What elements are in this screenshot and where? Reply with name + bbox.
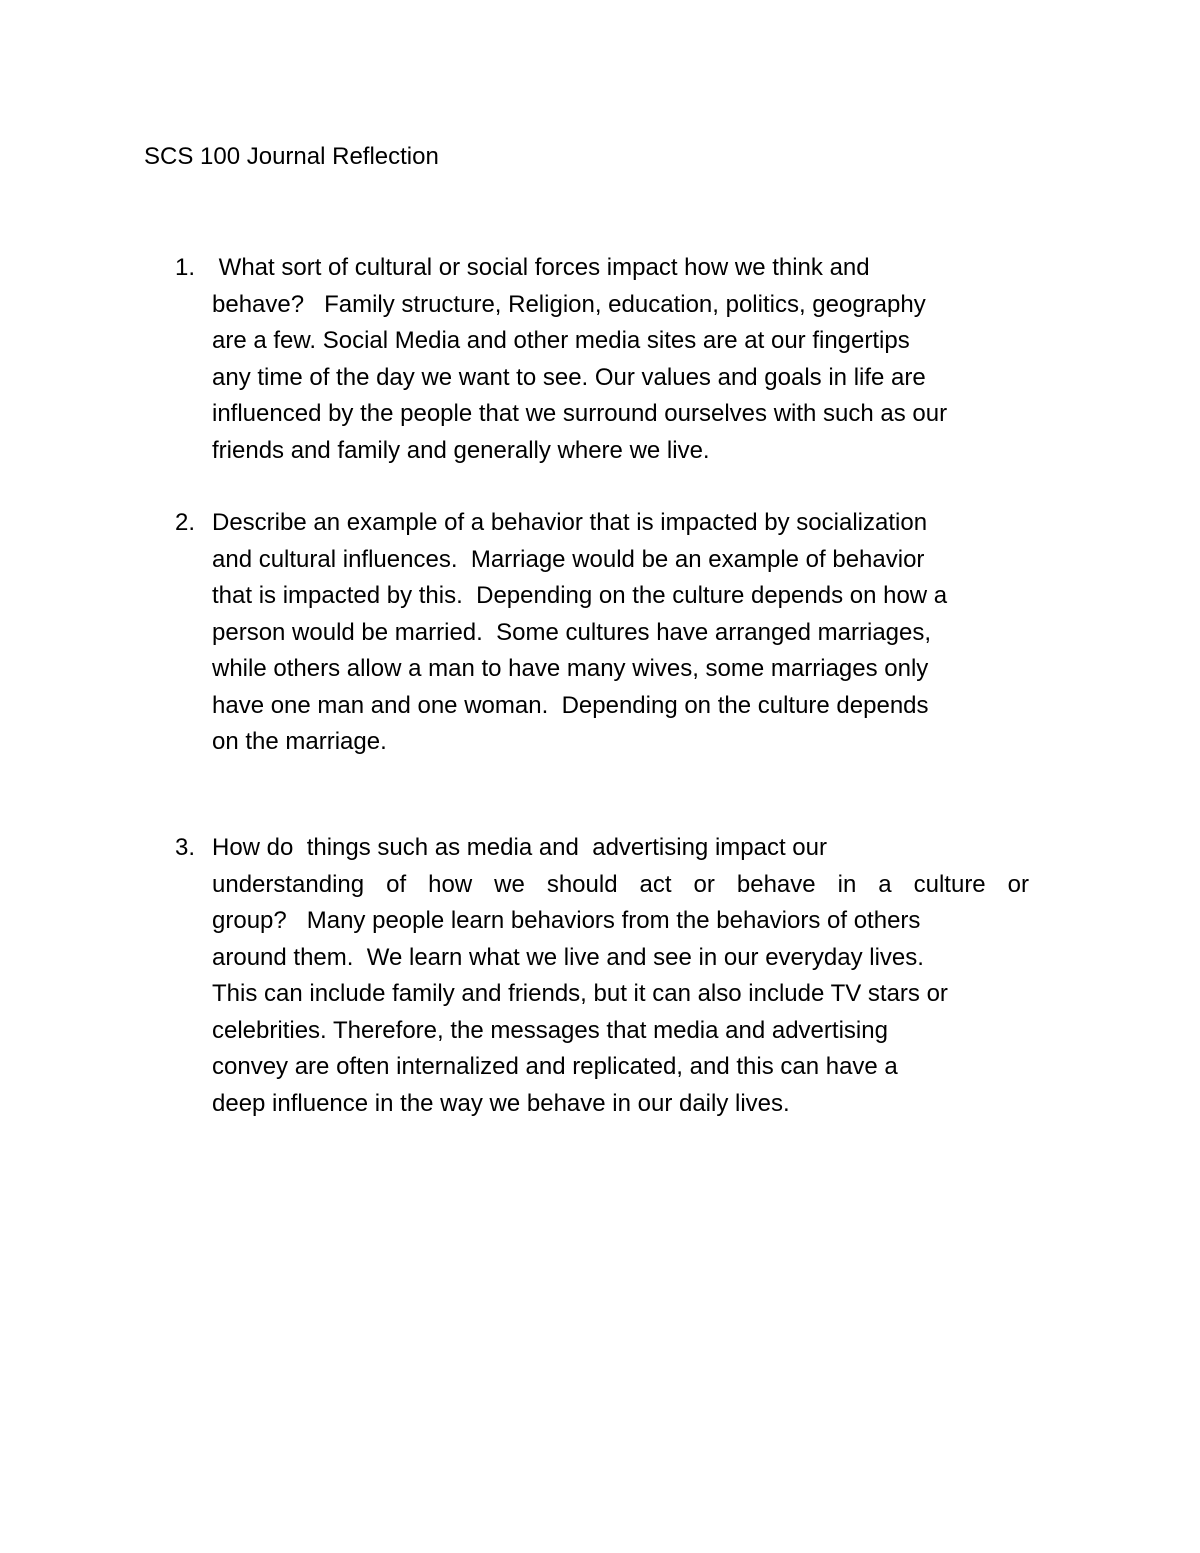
text-line: person would be married. Some cultures have arranged marriages, [212, 618, 932, 646]
text-line: friends and family and generally where we live. [212, 436, 710, 464]
list-item-text [212, 250, 1072, 469]
text-line: celebrities. Therefore, the messages that media and advertising [212, 1016, 888, 1044]
list-item-number: 3. [175, 834, 196, 861]
text-line: influenced by the people that we surround ourselves with such as our [212, 400, 948, 427]
text-line: behave? Family structure, Religion, education, politics, geography [212, 290, 926, 318]
list-item [144, 250, 1064, 469]
text-line: Describe an example of a behavior that is impacted by socialization [212, 509, 928, 536]
text-line: group? Many people learn behaviors from the behaviors of others [212, 907, 921, 934]
text-line: around them. We learn what we live and see in our everyday lives. [212, 943, 924, 971]
text-line: This can include family and friends, but it can also include TV stars or [212, 980, 948, 1007]
text-line: How do things such as media and advertising impact our [212, 834, 827, 861]
text-line: on the marriage. [212, 728, 387, 755]
text-line: understanding of how we should act or behave in a culture or [212, 870, 1029, 898]
text-line: and cultural influences. Marriage would be an example of behavior [212, 545, 925, 573]
list-item-text [212, 830, 1072, 1122]
list-item-number: 2. [175, 509, 196, 536]
document-title: SCS 100 Journal Reflection [144, 143, 439, 170]
text-line: that is impacted by this. Depending on the culture depends on how a [212, 582, 948, 609]
list-item-number: 1. [175, 254, 196, 281]
text-line: What sort of cultural or social forces impact how we think and [212, 254, 870, 281]
list-item [144, 830, 1064, 1122]
list-item-text [212, 505, 1072, 761]
text-line: have one man and one woman. Depending on the culture depends [212, 691, 929, 719]
text-line: are a few. Social Media and other media sites are at our fingertips [212, 327, 910, 354]
list-item [144, 505, 1064, 761]
text-line: while others allow a man to have many wives, some marriages only [212, 655, 929, 682]
text-line: convey are often internalized and replicated, and this can have a [212, 1053, 898, 1080]
text-line: any time of the day we want to see. Our values and goals in life are [212, 363, 926, 391]
text-line: deep influence in the way we behave in our daily lives. [212, 1089, 790, 1117]
